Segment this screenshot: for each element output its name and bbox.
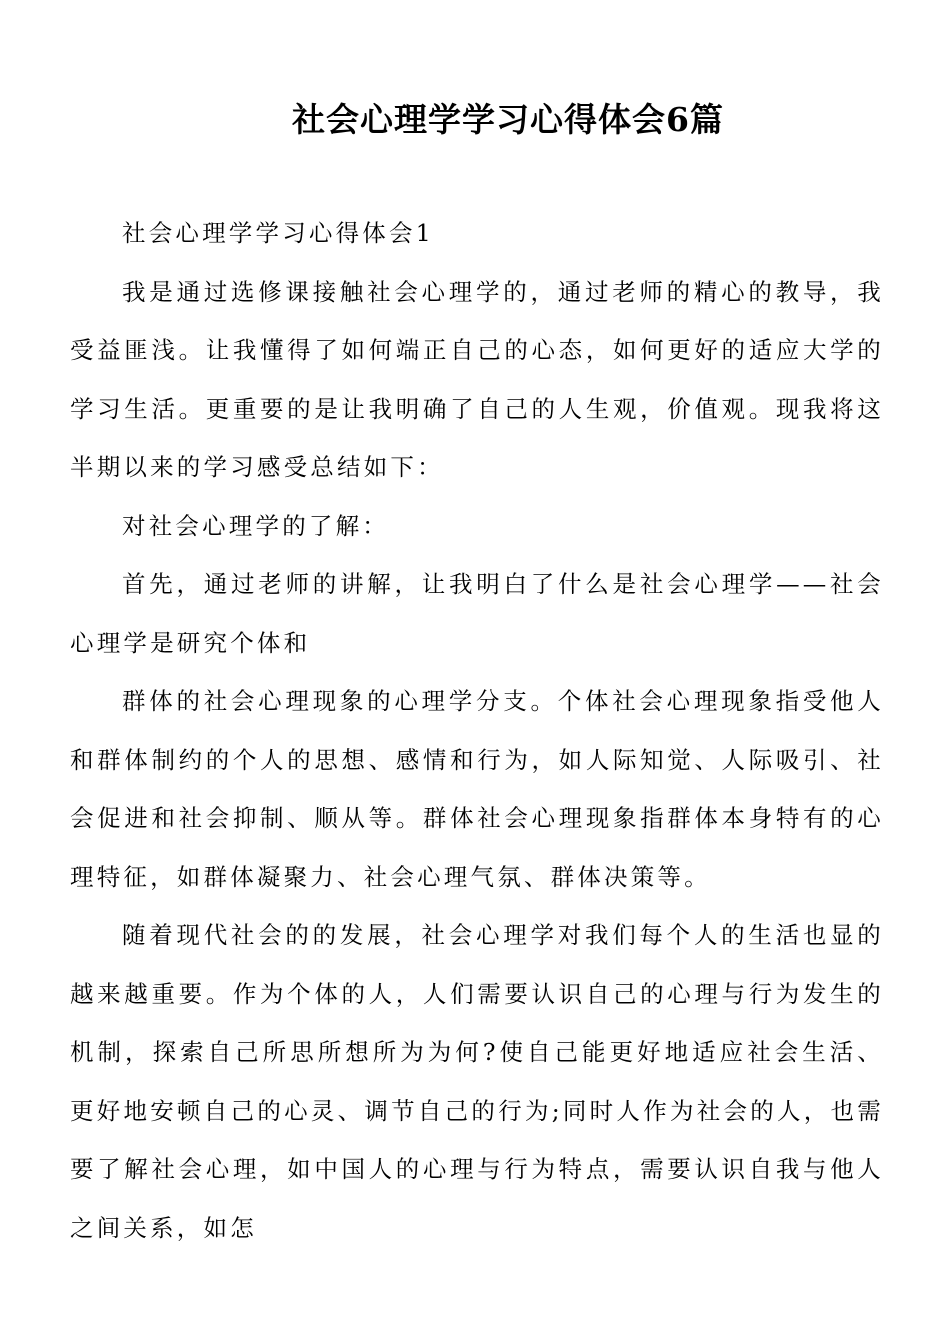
paragraph-intro: 我是通过选修课接触社会心理学的，通过老师的精心的教导，我受益匪浅。让我懂得了如何端正自己的心态，如何更好的适应大学的学习生活。更重要的是让我明确了自己的人生观，价值观。现我将这半期以来的学习感受总结如下：	[70, 277, 884, 481]
paragraph-definition-part2: 群体的社会心理现象的心理学分支。个体社会心理现象指受他人和群体制约的个人的思想、感情和行为，如人际知觉、人际吸引、社会促进和社会抑制、顺从等。群体社会心理现象指群体本身特有的心理特征，如群体凝聚力、社会心理气氛、群体决策等。	[70, 687, 884, 891]
document-title: 社会心理学学习心得体会6篇	[292, 100, 724, 139]
section-heading: 社会心理学学习心得体会1	[122, 219, 434, 247]
paragraph-definition-part1: 首先，通过老师的讲解，让我明白了什么是社会心理学——社会心理学是研究个体和	[70, 570, 884, 657]
paragraph-importance: 随着现代社会的的发展，社会心理学对我们每个人的生活也显的越来越重要。作为个体的人，人们需要认识自己的心理与行为发生的机制，探索自己所思所想所为为何?使自己能更好地适应社会生活、更好地安顿自己的心灵、调节自己的行为;同时人作为社会的人，也需要了解社会心理，如中国人的心理与行为特点，需要认识自我与他人之间关系，如怎	[70, 921, 884, 1242]
document-body	[70, 204, 884, 1257]
paragraph-subheading: 对社会心理学的了解：	[122, 511, 389, 540]
